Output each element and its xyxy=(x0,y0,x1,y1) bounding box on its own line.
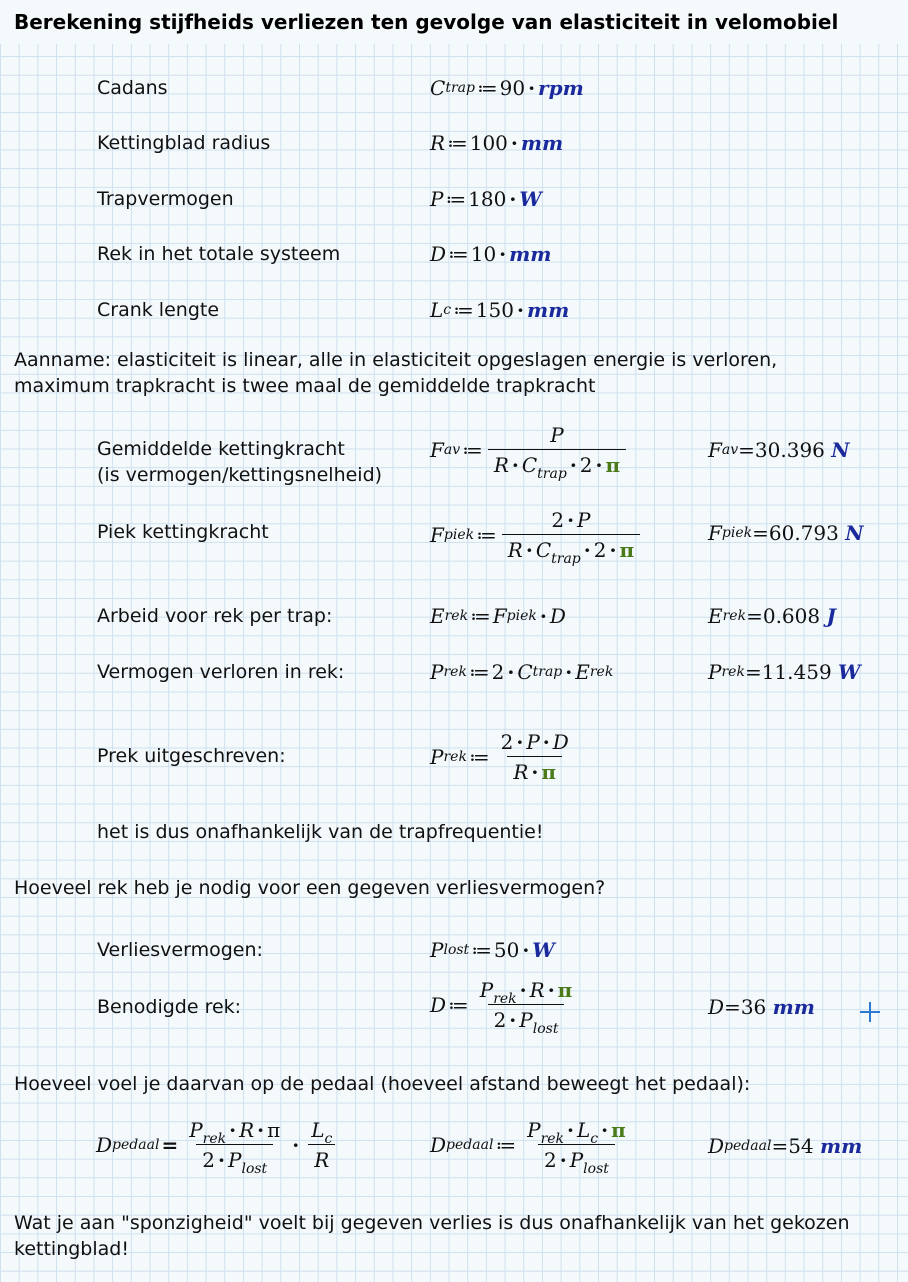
label-cadans[interactable]: Cadans xyxy=(97,77,168,99)
independent-note[interactable]: het is dus onafhankelijk van de trapfrequentie! xyxy=(97,821,544,843)
result-f-piek-value: 60.793 xyxy=(768,521,839,545)
label-gem-kettingkracht-note[interactable]: (is vermogen/kettingsnelheid) xyxy=(97,464,383,486)
result-f-piek[interactable]: F piek = 60.793 N xyxy=(708,521,864,545)
page-title: Berekening stijfheids verliezen ten gevolge van elasticiteit in velomobiel xyxy=(14,10,839,34)
label-kettingblad[interactable]: Kettingblad radius xyxy=(97,132,271,154)
result-f-av[interactable]: F av = 30.396 N xyxy=(708,438,850,462)
crosshair-cursor-icon xyxy=(860,1002,880,1022)
title-bar xyxy=(0,0,908,44)
math-d-pedaal-symbolic[interactable]: D pedaal = $\frac{P_{rek} \cdot R \cdot \pi}{2 \cdot P_{lost}}$ · $\frac{L_c}{R}$ xyxy=(96,1118,341,1172)
label-arbeid[interactable]: Arbeid voor rek per trap: xyxy=(97,605,333,627)
label-trapvermogen[interactable]: Trapvermogen xyxy=(97,188,234,210)
result-d[interactable]: D = 36 mm xyxy=(708,995,815,1019)
result-d-pedaal[interactable]: D pedaal = 54 mm xyxy=(708,1134,863,1158)
label-rek[interactable]: Rek in het totale systeem xyxy=(97,243,341,265)
label-benodigde-rek[interactable]: Benodigde rek: xyxy=(97,996,242,1018)
label-vermogen-verloren[interactable]: Vermogen verloren in rek: xyxy=(97,661,345,683)
result-d-value: 36 xyxy=(740,995,767,1019)
math-d-required[interactable]: D ≔ $\frac{P_{rek} \cdot R \cdot \pi}{2 \cdot P_{lost}}$ xyxy=(430,978,573,1037)
assumption-text[interactable]: Aanname: elasticiteit is linear, alle in elasticiteit opgeslagen energie is verloren, maximum trapkracht is twee maal de gemiddelde trapkracht xyxy=(14,349,778,397)
math-trapvermogen[interactable]: P ≔ 180 · W xyxy=(430,187,542,211)
math-f-piek[interactable]: F piek ≔ $\frac{2 \cdot P}{R \cdot C_{trap} \cdot 2 \cdot \pi}$ xyxy=(430,508,643,562)
label-prek-uitgeschreven[interactable]: Prek uitgeschreven: xyxy=(97,745,286,767)
math-p-rek[interactable]: P rek ≔ 2 · C trap · E rek xyxy=(430,660,614,684)
label-piek-kettingkracht[interactable]: Piek kettingkracht xyxy=(97,521,269,543)
result-d-pedaal-value: 54 xyxy=(788,1134,814,1158)
math-cadans[interactable]: C trap ≔ 90 · rpm xyxy=(430,76,584,100)
label-verliesvermogen[interactable]: Verliesvermogen: xyxy=(97,939,263,961)
result-p-rek[interactable]: P rek = 11.459 W xyxy=(708,660,861,684)
math-d-pedaal[interactable]: D pedaal ≔ $\frac{P_{rek} \cdot L_c \cdot \pi}{2 \cdot P_{lost}}$ xyxy=(430,1118,626,1177)
label-gem-kettingkracht[interactable]: Gemiddelde kettingkracht xyxy=(97,438,345,460)
result-p-rek-value: 11.459 xyxy=(761,660,832,684)
math-crank[interactable]: L c ≔ 150 · mm xyxy=(430,298,570,322)
result-e-rek-value: 0.608 xyxy=(762,604,821,628)
math-p-lost[interactable]: P lost ≔ 50 · W xyxy=(430,938,555,962)
question-rek[interactable]: Hoeveel rek heb je nodig voor een gegeven verliesvermogen? xyxy=(14,877,606,899)
math-p-rek-expanded[interactable]: P rek ≔ $\frac{2 \cdot P \cdot D}{R \cdot \pi}$ xyxy=(430,730,569,784)
math-f-av[interactable]: F av ≔ $\frac{P}{R \cdot C_{trap} \cdot 2 \cdot \pi}$ xyxy=(430,423,629,477)
label-crank[interactable]: Crank lengte xyxy=(97,299,220,321)
math-kettingblad[interactable]: R ≔ 100 · mm xyxy=(430,131,564,155)
math-e-rek[interactable]: E rek ≔ F piek · D xyxy=(430,604,566,628)
conclusion-text[interactable]: Wat je aan "sponzigheid" voelt bij gegeven verlies is dus onafhankelijk van het gekozen kettingblad! xyxy=(14,1212,850,1260)
question-pedaal[interactable]: Hoeveel voel je daarvan op de pedaal (hoeveel afstand beweegt het pedaal): xyxy=(14,1073,751,1095)
result-e-rek[interactable]: E rek = 0.608 J xyxy=(708,604,836,628)
math-rek[interactable]: D ≔ 10 · mm xyxy=(430,242,552,266)
result-f-av-value: 30.396 xyxy=(754,438,825,462)
